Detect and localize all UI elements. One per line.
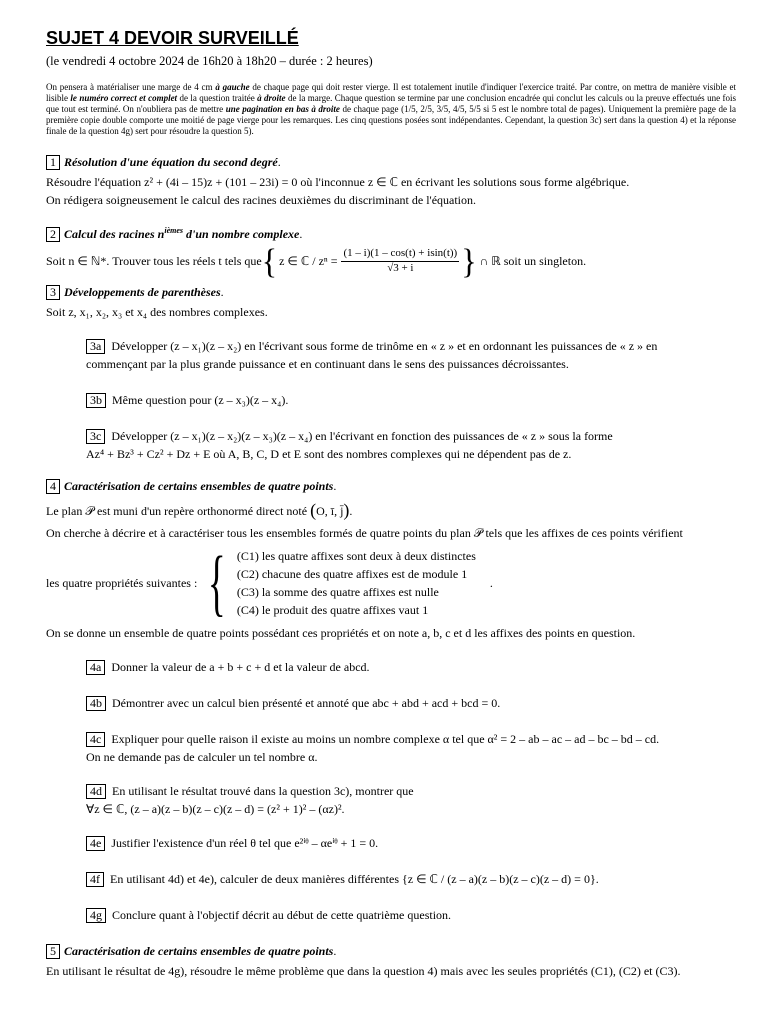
question-text: En utilisant le résultat trouvé dans la question 3c), montrer que — [112, 784, 414, 799]
properties-label: les quatre propriétés suivantes : — [46, 576, 198, 591]
property-item: (C1) les quatre affixes sont deux à deux distinctes — [236, 549, 476, 564]
property-item: (C4) le produit des quatre affixes vaut 1 — [236, 603, 429, 618]
property-item: (C2) chacune des quatre affixes est de module 1 — [236, 567, 468, 582]
section-2-text — [46, 241, 736, 281]
section-4-text — [46, 497, 736, 524]
question-number: 4e — [86, 836, 105, 851]
question-number: 3b — [86, 393, 106, 408]
section-title: Caractérisation de certains ensembles de quatre points — [64, 479, 334, 494]
page-title: SUJET 4 DEVOIR SURVEILLÉ — [46, 28, 299, 48]
intro-emphasis: à droite — [257, 93, 286, 104]
question-3c — [86, 427, 736, 463]
right-brace: } — [461, 241, 477, 281]
question-number: 4a — [86, 660, 105, 675]
section-number: 1 — [46, 155, 60, 170]
repere-notation: ( O, ī, j̄ ) . — [310, 500, 353, 521]
section-5-heading: 5 Caractérisation de certains ensembles de quatre points. — [46, 942, 736, 960]
question-text: On ne demande pas de calculer un tel nombre α. — [86, 750, 318, 765]
section-title-part: Calcul des racines n — [64, 227, 165, 242]
section-title: Caractérisation de certains ensembles de quatre points — [64, 944, 334, 959]
section-4-text: On cherche à décrire et à caractériser tous les ensembles formés de quatre points du plan 𝒫 tels que les affixes de ces points vérifient — [46, 526, 683, 541]
question-text: ∀z ∈ ℂ, (z – a)(z – b)(z – c)(z – d) = (z² + 1)² – (αz)². — [86, 802, 345, 817]
question-3b — [86, 391, 736, 409]
question-number: 4b — [86, 696, 106, 711]
question-text: Même question pour (z – x₃)(z – x₄). — [112, 393, 289, 408]
section-2-heading: 2 Calcul des racines $n^{ièmes}$ d'un nombre complexe. — [46, 225, 736, 243]
question-text: Az⁴ + Bz³ + Cz² + Dz + E où A, B, C, D et E sont des nombres complexes qui ne dépendent pas de z. — [86, 447, 572, 462]
question-text: Expliquer pour quelle raison il existe au moins un nombre complexe α tel que α² = 2 – ab – ac – ad – bc – bd – cd. — [111, 732, 660, 747]
question-4d — [86, 782, 736, 818]
question-text: En utilisant 4d) et 4e), calculer de deux manières différentes {z ∈ ℂ / (z – a)(z – b)(z – c)(z – d) = 0}. — [110, 872, 599, 887]
section-title: Développements de parenthèses — [64, 285, 221, 300]
question-text: Démontrer avec un calcul bien présenté et annoté que abc + abd + acd + bcd = 0. — [112, 696, 501, 711]
properties-brace: { — [208, 542, 226, 625]
question-number: 4f — [86, 872, 104, 887]
section-title: Résolution d'une équation du second degré — [64, 155, 278, 170]
question-4b — [86, 694, 736, 712]
question-4c — [86, 730, 736, 766]
properties-block — [46, 542, 736, 625]
section-4-text: On se donne un ensemble de quatre points possédant ces propriétés et on note a, b, c et d les affixes des points en question. — [46, 626, 636, 641]
set-expression — [261, 241, 477, 281]
question-text: Développer (z – x₁)(z – x₂)(z – x₃)(z – x₄) en l'écrivant en fonction des puissances de « z » sous la forme — [111, 429, 613, 444]
intro-text: de la question traitée — [177, 93, 258, 104]
question-text: commençant par la plus grande puissance et en continuant dans le sens des puissances décroissantes. — [86, 357, 569, 372]
section-number: 4 — [46, 479, 60, 494]
section-3-heading: 3 Développements de parenthèses. — [46, 283, 736, 301]
question-text: Donner la valeur de a + b + c + d et la valeur de abcd. — [111, 660, 370, 675]
intro-emphasis: à gauche — [215, 82, 250, 93]
section-1-text: Résoudre l'équation z² + (4i – 15)z + (101 – 23i) = 0 où l'inconnue z ∈ ℂ en écrivant les solutions sous forme algébrique. — [46, 175, 630, 190]
section-title-part: d'un nombre complexe — [183, 227, 300, 242]
section-number: 5 — [46, 944, 60, 959]
section-1-text: On rédigera soigneusement le calcul des racines deuxièmes du discriminant de l'équation. — [46, 193, 477, 208]
section-5-text: En utilisant le résultat de 4g), résoudre le même problème que dans la question 4) mais avec les seules propriétés (C1), (C2) et (C3). — [46, 964, 681, 979]
question-number: 3c — [86, 429, 105, 444]
left-brace: { — [261, 241, 278, 281]
question-text: Développer (z – x₁)(z – x₂) en l'écrivant sous forme de trinôme en « z » et en ordonnant les puissances de « z » en — [111, 339, 658, 354]
section-title — [64, 227, 299, 241]
section-2-text-pre: Soit n ∈ ℕ*. Trouver tous les réels t tels que — [46, 254, 262, 269]
question-4a — [86, 658, 736, 676]
set-left: z ∈ ℂ / zⁿ = — [279, 254, 338, 269]
section-number: 2 — [46, 227, 60, 242]
question-number: 4d — [86, 784, 106, 799]
intro-emphasis: une pagination en bas à droite — [225, 104, 340, 115]
section-2-text-post: ∩ ℝ soit un singleton. — [479, 254, 587, 269]
exam-date: (le vendredi 4 octobre 2024 de 16h20 à 18h20 – durée : 2 heures) — [46, 53, 373, 68]
section-number: 3 — [46, 285, 60, 300]
question-4f — [86, 870, 736, 888]
question-4g — [86, 906, 736, 924]
document-page — [46, 28, 736, 980]
properties-end-dot: . — [489, 576, 493, 591]
fraction-numerator: (1 – i)(1 – cos(t) + isin(t)) — [341, 247, 459, 262]
question-number: 3a — [86, 339, 105, 354]
question-number: 4c — [86, 732, 105, 747]
intro-text: de chaque page (1/5, 2/5, 3/5, 4/5, 5/5 si 5 est le nombre total de pages). Uniquement la première page de la première copie double comporte une moitié de page vierge pour les remarques. Les cinq questions posées sont indépendantes. Cependant, la question 3c) sert dans la question 4) et la réponse finale de la question 4g) sert pour résoudre la question 5). — [46, 104, 736, 137]
intro-text: de chaque page qui doit rester vierge. Il est totalement inutile d'indiquer l'exercice traité. Par contre, on mettra de manière visible et lisible — [46, 82, 737, 104]
question-4e — [86, 834, 736, 852]
fraction — [341, 247, 459, 276]
question-number: 4g — [86, 908, 106, 923]
repere-value: O, ī, j̄ — [316, 503, 344, 518]
instructions-paragraph — [46, 82, 736, 137]
section-4-heading: 4 Caractérisation de certains ensembles de quatre points. — [46, 477, 736, 495]
properties-list — [237, 547, 476, 619]
section-4-text-part: Le plan 𝒫 est muni d'un repère orthonormé direct noté — [46, 503, 308, 518]
section-3-intro: Soit z, x₁, x₂, x₃ et x₄ des nombres complexes. — [46, 305, 268, 320]
property-item: (C3) la somme des quatre affixes est nulle — [236, 585, 439, 600]
intro-emphasis: le numéro correct et complet — [70, 93, 178, 104]
intro-text: de la marge. Chaque question se termine par une conclusion encadrée qui conclut les calculs ou la preuve effectués une fois que tout est terminé. On n'oubliera pas de mettre — [46, 93, 736, 115]
section-1-heading: 1 Résolution d'une équation du second degré. — [46, 153, 736, 171]
question-3a — [86, 337, 736, 373]
fraction-denominator: √3 + i — [387, 261, 414, 274]
section-title-sup: ièmes — [164, 226, 184, 236]
intro-text: On pensera à matérialiser une marge de 4 cm — [46, 82, 216, 93]
question-text: Conclure quant à l'objectif décrit au début de cette quatrième question. — [112, 908, 452, 923]
question-text: Justifier l'existence d'un réel θ tel que e²ⁱᶿ – αeⁱᶿ + 1 = 0. — [111, 836, 379, 851]
